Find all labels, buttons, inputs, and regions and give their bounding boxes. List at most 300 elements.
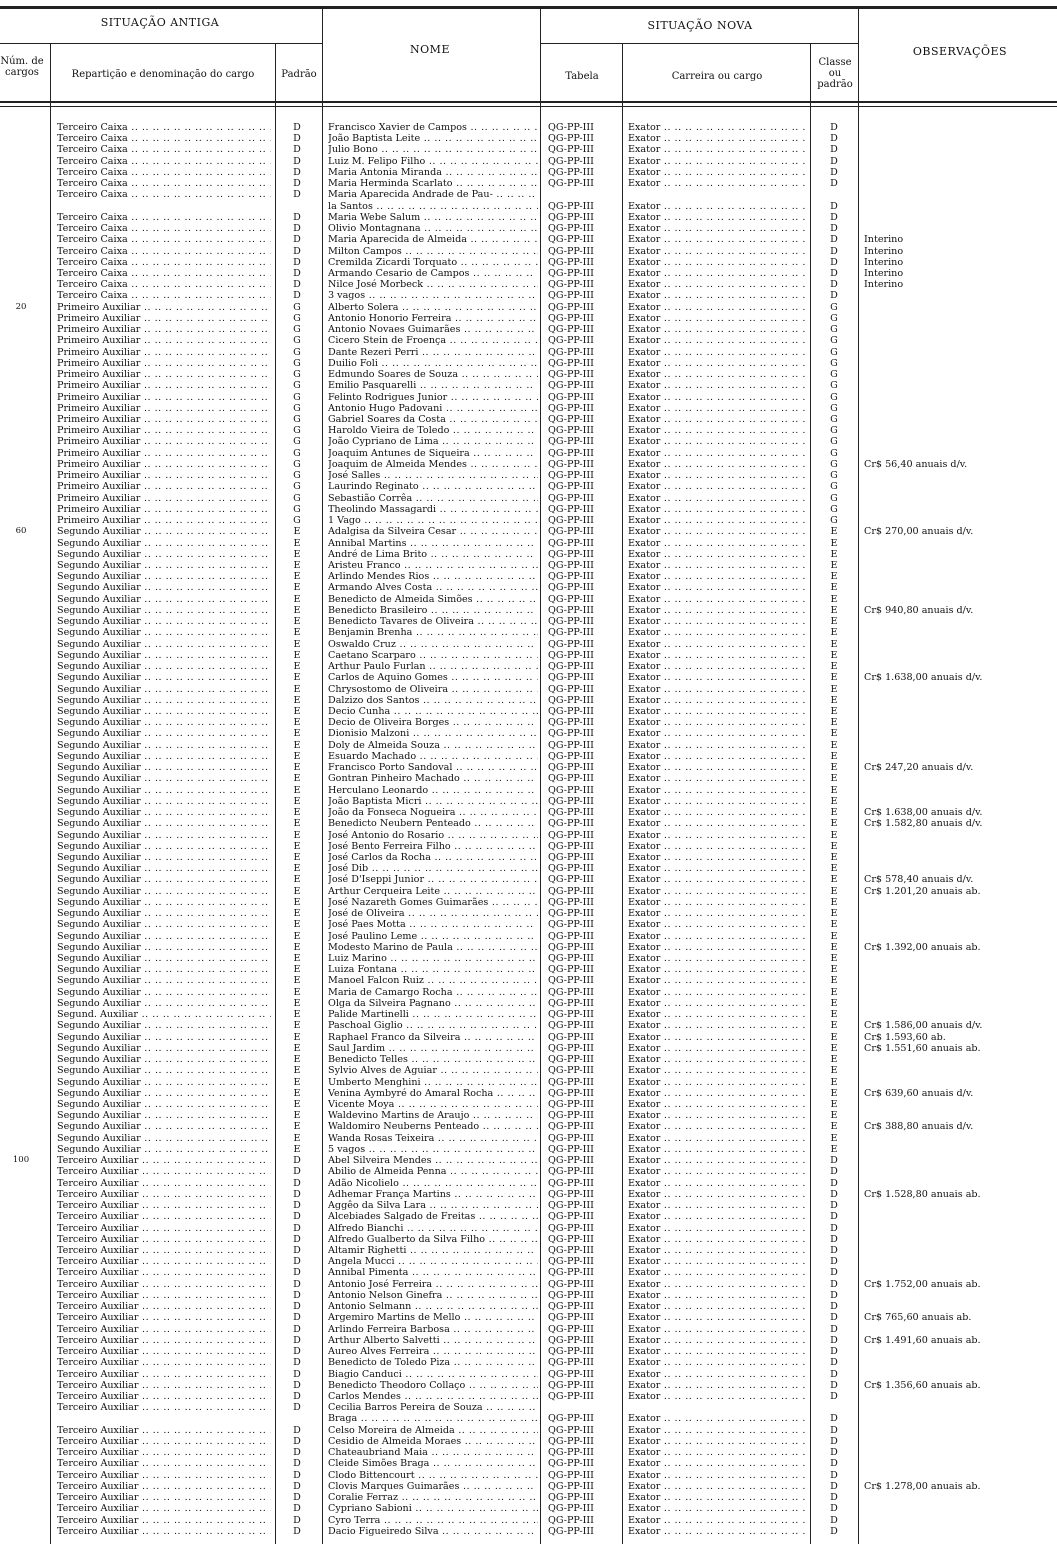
row-padrao: E [293, 975, 301, 987]
row-classe: D [830, 1391, 838, 1402]
row-nome: Benedicto Telles .. .. [328, 1054, 538, 1065]
table-row [0, 1020, 1057, 1031]
row-tabela: QG-PP-III [548, 1233, 594, 1245]
row-nome: Carlos de Aquino Gomes .. .. [328, 672, 538, 683]
row-classe: G [830, 369, 838, 381]
row-reparticao: Segundo Auxiliar .. .. [57, 717, 271, 728]
table-row [0, 358, 1057, 369]
row-reparticao: Primeiro Auxiliar .. .. [57, 347, 271, 358]
row-reparticao: Primeiro Auxiliar .. .. [57, 414, 271, 425]
row-reparticao: Terceiro Auxiliar .. .. [57, 1380, 271, 1391]
row-nome: Wanda Rosas Teixeira .. .. [328, 1133, 538, 1144]
table-row [0, 1043, 1057, 1054]
table-row [0, 1324, 1057, 1335]
row-reparticao: Terceiro Caixa .. .. [57, 290, 271, 301]
row-classe: E [830, 638, 838, 650]
row-carreira: Exator .. .. [628, 1200, 806, 1211]
row-nome: José D'Iseppi Junior .. .. [328, 874, 538, 885]
row-nome: Chateaubriand Maia .. .. [328, 1447, 538, 1458]
row-reparticao: Segundo Auxiliar .. .. [57, 830, 271, 841]
row-reparticao: Terceiro Auxiliar .. .. [57, 1526, 271, 1537]
row-reparticao: Terceiro Caixa .. .. [57, 189, 271, 200]
table-row [0, 1369, 1057, 1380]
row-observacao: Cr$ 765,60 anuais ab. [864, 1312, 972, 1324]
row-tabela: QG-PP-III [548, 1222, 594, 1234]
row-nome: João da Fonseca Nogueira .. .. [328, 807, 538, 818]
row-classe: D [830, 1435, 838, 1447]
row-reparticao: Segundo Auxiliar .. .. [57, 964, 271, 975]
row-nome: Celso Moreira de Almeida .. .. [328, 1425, 538, 1436]
row-reparticao: Terceiro Caixa .. .. [57, 133, 271, 144]
row-classe: E [830, 728, 838, 740]
table-row [0, 1481, 1057, 1492]
row-tabela: QG-PP-III [548, 593, 594, 605]
row-carreira: Exator .. .. [628, 549, 806, 560]
row-padrao: G [293, 369, 301, 381]
row-carreira: Exator .. .. [628, 425, 806, 436]
row-padrao: D [293, 267, 301, 279]
row-classe: G [830, 413, 838, 425]
row-carreira: Exator .. .. [628, 1391, 806, 1402]
row-carreira: Exator .. .. [628, 796, 806, 807]
row-carreira: Exator .. .. [628, 942, 806, 953]
row-padrao: E [293, 537, 301, 549]
row-tabela: QG-PP-III [548, 1099, 594, 1111]
row-nome: José Carlos da Rocha .. .. [328, 852, 538, 863]
header-situacao-antiga: SITUAÇÃO ANTIGA [100, 16, 220, 29]
row-classe: D [830, 1289, 838, 1301]
row-tabela: QG-PP-III [548, 604, 594, 616]
row-classe: D [830, 1480, 838, 1492]
row-padrao: G [293, 391, 301, 403]
row-reparticao: Segundo Auxiliar .. .. [57, 728, 271, 739]
row-tabela: QG-PP-III [548, 1110, 594, 1122]
row-carreira: Exator .. .. [628, 324, 806, 335]
table-row [0, 953, 1057, 964]
row-padrao: D [293, 178, 301, 190]
row-padrao: E [293, 885, 301, 897]
row-tabela: QG-PP-III [548, 1447, 594, 1459]
row-tabela: QG-PP-III [548, 661, 594, 673]
row-nome: Antonio Nelson Ginefra .. .. [328, 1290, 538, 1301]
row-nome: Sebastião Corrêa .. .. [328, 493, 538, 504]
row-nome: José Antonio do Rosario .. .. [328, 830, 538, 841]
header-observacoes: OBSERVAÇÕES [912, 45, 1008, 58]
row-tabela: QG-PP-III [548, 1267, 594, 1279]
row-classe: E [830, 773, 838, 785]
table-row [0, 515, 1057, 526]
row-classe: D [830, 178, 838, 190]
row-classe: E [830, 1121, 838, 1133]
row-reparticao: Terceiro Caixa .. .. [57, 246, 271, 257]
table-row [0, 1458, 1057, 1469]
table-row [0, 1099, 1057, 1110]
row-reparticao: Segundo Auxiliar .. .. [57, 571, 271, 582]
row-tabela: QG-PP-III [548, 346, 594, 358]
row-reparticao: Segundo Auxiliar .. .. [57, 582, 271, 593]
row-nome: José de Oliveira .. .. [328, 908, 538, 919]
row-tabela: QG-PP-III [548, 1525, 594, 1537]
row-reparticao: Primeiro Auxiliar .. .. [57, 448, 271, 459]
row-carreira: Exator .. .. [628, 1413, 806, 1424]
row-carreira: Exator .. .. [628, 257, 806, 268]
row-padrao: G [293, 413, 301, 425]
row-tabela: QG-PP-III [548, 1289, 594, 1301]
row-tabela: QG-PP-III [548, 290, 594, 302]
row-padrao: D [293, 223, 301, 235]
row-tabela: QG-PP-III [548, 627, 594, 639]
table-row [0, 279, 1057, 290]
row-classe: G [830, 380, 838, 392]
row-observacao: Cr$ 56,40 anuais d/v. [864, 458, 968, 470]
row-reparticao: Terceiro Auxiliar .. .. [57, 1481, 271, 1492]
row-padrao: D [293, 1492, 301, 1504]
row-reparticao: Primeiro Auxiliar .. .. [57, 470, 271, 481]
row-classe: D [830, 1267, 838, 1279]
row-carreira: Exator .. .. [628, 582, 806, 593]
table-row [0, 1346, 1057, 1357]
row-nome: Maria Antonia Miranda .. .. [328, 167, 538, 178]
row-padrao: D [293, 1166, 301, 1178]
row-nome: Olivio Montagnana .. .. [328, 223, 538, 234]
row-tabela: QG-PP-III [548, 1245, 594, 1257]
row-carreira: Exator .. .. [628, 1155, 806, 1166]
row-carreira: Exator .. .. [628, 616, 806, 627]
row-tabela: QG-PP-III [548, 1334, 594, 1346]
row-tabela: QG-PP-III [548, 234, 594, 246]
row-reparticao: Terceiro Auxiliar .. .. [57, 1436, 271, 1447]
row-tabela: QG-PP-III [548, 773, 594, 785]
row-reparticao: Terceiro Auxiliar .. .. [57, 1391, 271, 1402]
row-nome: José Paes Motta .. .. [328, 919, 538, 930]
row-reparticao: Segundo Auxiliar .. .. [57, 762, 271, 773]
row-padrao: G [293, 481, 301, 493]
row-classe: G [830, 492, 838, 504]
row-reparticao: Terceiro Auxiliar .. .. [57, 1458, 271, 1469]
row-carreira: Exator .. .. [628, 1357, 806, 1368]
row-carreira: Exator .. .. [628, 964, 806, 975]
row-padrao: D [293, 155, 301, 167]
row-classe: G [830, 503, 838, 515]
row-nome: Francisco Xavier de Campos .. .. [328, 122, 538, 133]
row-padrao: E [293, 795, 301, 807]
row-classe: D [830, 279, 838, 291]
row-padrao: E [293, 559, 301, 571]
row-carreira: Exator .. .. [628, 751, 806, 762]
row-classe: E [830, 829, 838, 841]
table-row [0, 627, 1057, 638]
row-carreira: Exator .. .. [628, 695, 806, 706]
row-classe: E [830, 885, 838, 897]
row-padrao: D [293, 1256, 301, 1268]
row-padrao: E [293, 694, 301, 706]
row-padrao: G [293, 335, 301, 347]
table-row [0, 133, 1057, 144]
row-carreira: Exator .. .. [628, 773, 806, 784]
row-classe: D [830, 223, 838, 235]
row-reparticao: Segundo Auxiliar .. .. [57, 919, 271, 930]
row-reparticao: Terceiro Auxiliar .. .. [57, 1211, 271, 1222]
row-tabela: QG-PP-III [548, 829, 594, 841]
row-nome: Adão Nicolielo .. .. [328, 1178, 538, 1189]
row-padrao: D [293, 1188, 301, 1200]
row-tabela: QG-PP-III [548, 1200, 594, 1212]
table-row [0, 695, 1057, 706]
table-row [0, 1256, 1057, 1267]
row-classe: E [830, 627, 838, 639]
row-carreira: Exator .. .. [628, 1515, 806, 1526]
row-carreira: Exator .. .. [628, 818, 806, 829]
row-tabela: QG-PP-III [548, 1054, 594, 1066]
row-reparticao: Terceiro Auxiliar .. .. [57, 1245, 271, 1256]
row-nome: Vicente Moya .. .. [328, 1099, 538, 1110]
row-classe: D [830, 1155, 838, 1167]
table-row [0, 1515, 1057, 1526]
row-classe: D [830, 1379, 838, 1391]
row-nome: la Santos .. .. [328, 201, 538, 212]
row-classe: D [830, 1222, 838, 1234]
table-row [0, 1088, 1057, 1099]
row-padrao: E [293, 807, 301, 819]
table-row [0, 549, 1057, 560]
row-classe: E [830, 717, 838, 729]
row-classe: E [830, 784, 838, 796]
row-classe: E [830, 548, 838, 560]
row-classe: E [830, 661, 838, 673]
row-carreira: Exator .. .. [628, 212, 806, 223]
row-reparticao: Primeiro Auxiliar .. .. [57, 392, 271, 403]
row-observacao: Cr$ 639,60 anuais d/v. [864, 1087, 974, 1099]
row-reparticao: Segundo Auxiliar .. .. [57, 1020, 271, 1031]
row-nome: Alfredo Gualberto da Silva Filho .. .. [328, 1234, 538, 1245]
row-tabela: QG-PP-III [548, 1469, 594, 1481]
table-row [0, 1503, 1057, 1514]
row-classe: G [830, 301, 838, 313]
row-tabela: QG-PP-III [548, 380, 594, 392]
row-classe: D [830, 133, 838, 145]
table-row [0, 1301, 1057, 1312]
row-reparticao: Segundo Auxiliar .. .. [57, 818, 271, 829]
row-classe: D [830, 1256, 838, 1268]
row-padrao: D [293, 1323, 301, 1335]
row-nome: Waldevino Martins de Araujo .. .. [328, 1110, 538, 1121]
row-padrao: E [293, 661, 301, 673]
row-tabela: QG-PP-III [548, 279, 594, 291]
row-tabela: QG-PP-III [548, 717, 594, 729]
row-carreira: Exator .. .. [628, 414, 806, 425]
row-nome: Chrysostomo de Oliveira .. .. [328, 684, 538, 695]
row-carreira: Exator .. .. [628, 459, 806, 470]
row-classe: E [830, 1054, 838, 1066]
row-tabela: QG-PP-III [548, 1009, 594, 1021]
row-nome: Arthur Paulo Furlan .. .. [328, 661, 538, 672]
row-classe: E [830, 1009, 838, 1021]
table-row [0, 425, 1057, 436]
table-row [0, 1178, 1057, 1189]
row-tabela: QG-PP-III [548, 919, 594, 931]
row-nome: Arlindo Mendes Rios .. .. [328, 571, 538, 582]
row-padrao: E [293, 1020, 301, 1032]
row-classe: E [830, 571, 838, 583]
row-classe: E [830, 1076, 838, 1088]
top-border [0, 6, 1057, 9]
row-carreira: Exator .. .. [628, 156, 806, 167]
row-padrao: E [293, 683, 301, 695]
row-tabela: QG-PP-III [548, 357, 594, 369]
table-row [0, 1166, 1057, 1177]
row-classe: G [830, 425, 838, 437]
row-reparticao: Segundo Auxiliar .. .. [57, 897, 271, 908]
row-carreira: Exator .. .. [628, 178, 806, 189]
row-tabela: QG-PP-III [548, 840, 594, 852]
row-nome: Aristeu Franco .. .. [328, 560, 538, 571]
row-padrao: G [293, 436, 301, 448]
row-reparticao: Segundo Auxiliar .. .. [57, 740, 271, 751]
table-row [0, 470, 1057, 481]
row-carreira: Exator .. .. [628, 594, 806, 605]
row-carreira: Exator .. .. [628, 133, 806, 144]
row-nome: Duilio Foli .. .. [328, 358, 538, 369]
row-tabela: QG-PP-III [548, 122, 594, 133]
row-reparticao: Terceiro Auxiliar .. .. [57, 1425, 271, 1436]
header-nome: NOME [410, 43, 450, 56]
row-carreira: Exator .. .. [628, 369, 806, 380]
header-bottom-rule-2 [0, 106, 1057, 107]
row-observacao: Cr$ 1.551,60 anuais ab. [864, 1042, 981, 1054]
row-reparticao: Terceiro Caixa .. .. [57, 268, 271, 279]
row-tabela: QG-PP-III [548, 312, 594, 324]
row-observacao: Cr$ 270,00 anuais d/v. [864, 526, 974, 538]
row-classe: G [830, 470, 838, 482]
table-row [0, 1077, 1057, 1088]
row-nome: Coralie Ferraz .. .. [328, 1492, 538, 1503]
row-reparticao: Segundo Auxiliar .. .. [57, 841, 271, 852]
row-observacao: Cr$ 388,80 anuais d/v. [864, 1121, 974, 1133]
row-tabela: QG-PP-III [548, 200, 594, 212]
row-reparticao: Primeiro Auxiliar .. .. [57, 481, 271, 492]
row-tabela: QG-PP-III [548, 1379, 594, 1391]
row-reparticao: Segundo Auxiliar .. .. [57, 1032, 271, 1043]
row-tabela: QG-PP-III [548, 762, 594, 774]
row-carreira: Exator .. .. [628, 1290, 806, 1301]
row-tabela: QG-PP-III [548, 1458, 594, 1470]
row-reparticao: Terceiro Auxiliar .. .. [57, 1447, 271, 1458]
row-reparticao: Segundo Auxiliar .. .. [57, 1065, 271, 1076]
row-tabela: QG-PP-III [548, 436, 594, 448]
row-classe: E [830, 526, 838, 538]
table-row [0, 335, 1057, 346]
row-nome: Annibal Pimenta .. .. [328, 1267, 538, 1278]
row-carreira: Exator .. .. [628, 1223, 806, 1234]
row-carreira: Exator .. .. [628, 302, 806, 313]
row-nome: Laurindo Reginato .. .. [328, 481, 538, 492]
row-padrao: D [293, 1514, 301, 1526]
header-reparticao: Repartição e denominação do cargo [71, 69, 255, 80]
table-row [0, 740, 1057, 751]
row-nome: Dante Rezeri Perri .. .. [328, 347, 538, 358]
row-padrao: E [293, 986, 301, 998]
row-reparticao: Segund. Auxiliar .. .. [57, 1009, 271, 1020]
row-padrao: E [293, 571, 301, 583]
row-reparticao: Segundo Auxiliar .. .. [57, 594, 271, 605]
row-tabela: QG-PP-III [548, 369, 594, 381]
row-nome: Joaquim Antunes de Siqueira .. .. [328, 448, 538, 459]
row-tabela: QG-PP-III [548, 178, 594, 190]
table-row [0, 863, 1057, 874]
table-row [0, 1065, 1057, 1076]
table-row [0, 1413, 1057, 1424]
row-nome: Dacio Figueiredo Silva .. .. [328, 1526, 538, 1537]
row-nome: Felinto Rodrigues Junior .. .. [328, 392, 538, 403]
row-reparticao: Segundo Auxiliar .. .. [57, 1099, 271, 1110]
row-carreira: Exator .. .. [628, 1436, 806, 1447]
row-observacao: Cr$ 1.528,80 anuais ab. [864, 1188, 981, 1200]
table-row [0, 201, 1057, 212]
row-padrao: E [293, 1121, 301, 1133]
row-tabela: QG-PP-III [548, 851, 594, 863]
row-nome: Clovis Marques Guimarães .. .. [328, 1481, 538, 1492]
row-tabela: QG-PP-III [548, 155, 594, 167]
row-padrao: E [293, 840, 301, 852]
row-padrao: G [293, 312, 301, 324]
row-reparticao: Segundo Auxiliar .. .. [57, 942, 271, 953]
row-padrao: D [293, 1480, 301, 1492]
row-padrao: E [293, 1031, 301, 1043]
row-nome: Modesto Marino de Paula .. .. [328, 942, 538, 953]
table-row [0, 290, 1057, 301]
row-nome: João Baptista Leite .. .. [328, 133, 538, 144]
row-reparticao: Segundo Auxiliar .. .. [57, 796, 271, 807]
row-carreira: Exator .. .. [628, 987, 806, 998]
row-tabela: QG-PP-III [548, 481, 594, 493]
table-row [0, 964, 1057, 975]
table-row [0, 807, 1057, 818]
row-reparticao: Segundo Auxiliar .. .. [57, 706, 271, 717]
row-nome: Umberto Menghini .. .. [328, 1077, 538, 1088]
row-classe: E [830, 795, 838, 807]
row-classe: D [830, 1447, 838, 1459]
row-classe: E [830, 750, 838, 762]
row-padrao: D [293, 1334, 301, 1346]
row-padrao: E [293, 953, 301, 965]
header-tabela: Tabela [565, 71, 599, 82]
row-tabela: QG-PP-III [548, 144, 594, 156]
row-reparticao: Segundo Auxiliar .. .. [57, 852, 271, 863]
row-nome: Luiz Marino .. .. [328, 953, 538, 964]
header-situacao-nova: SITUAÇÃO NOVA [647, 19, 753, 32]
row-carreira: Exator .. .. [628, 1526, 806, 1537]
table-row [0, 302, 1057, 313]
table-row [0, 414, 1057, 425]
row-tabela: QG-PP-III [548, 1503, 594, 1515]
row-reparticao: Primeiro Auxiliar .. .. [57, 335, 271, 346]
table-row [0, 1290, 1057, 1301]
row-reparticao: Primeiro Auxiliar .. .. [57, 324, 271, 335]
row-reparticao: Terceiro Auxiliar .. .. [57, 1256, 271, 1267]
row-classe: E [830, 683, 838, 695]
row-carreira: Exator .. .. [628, 740, 806, 751]
row-classe: E [830, 1110, 838, 1122]
row-nome: Adhemar França Martins .. .. [328, 1189, 538, 1200]
row-reparticao: Segundo Auxiliar .. .. [57, 695, 271, 706]
row-carreira: Exator .. .. [628, 1503, 806, 1514]
row-tabela: QG-PP-III [548, 930, 594, 942]
row-classe: E [830, 930, 838, 942]
row-nome: Carlos Mendes .. .. [328, 1391, 538, 1402]
row-padrao: D [293, 133, 301, 145]
row-nome: Decio de Oliveira Borges .. .. [328, 717, 538, 728]
row-tabela: QG-PP-III [548, 1076, 594, 1088]
